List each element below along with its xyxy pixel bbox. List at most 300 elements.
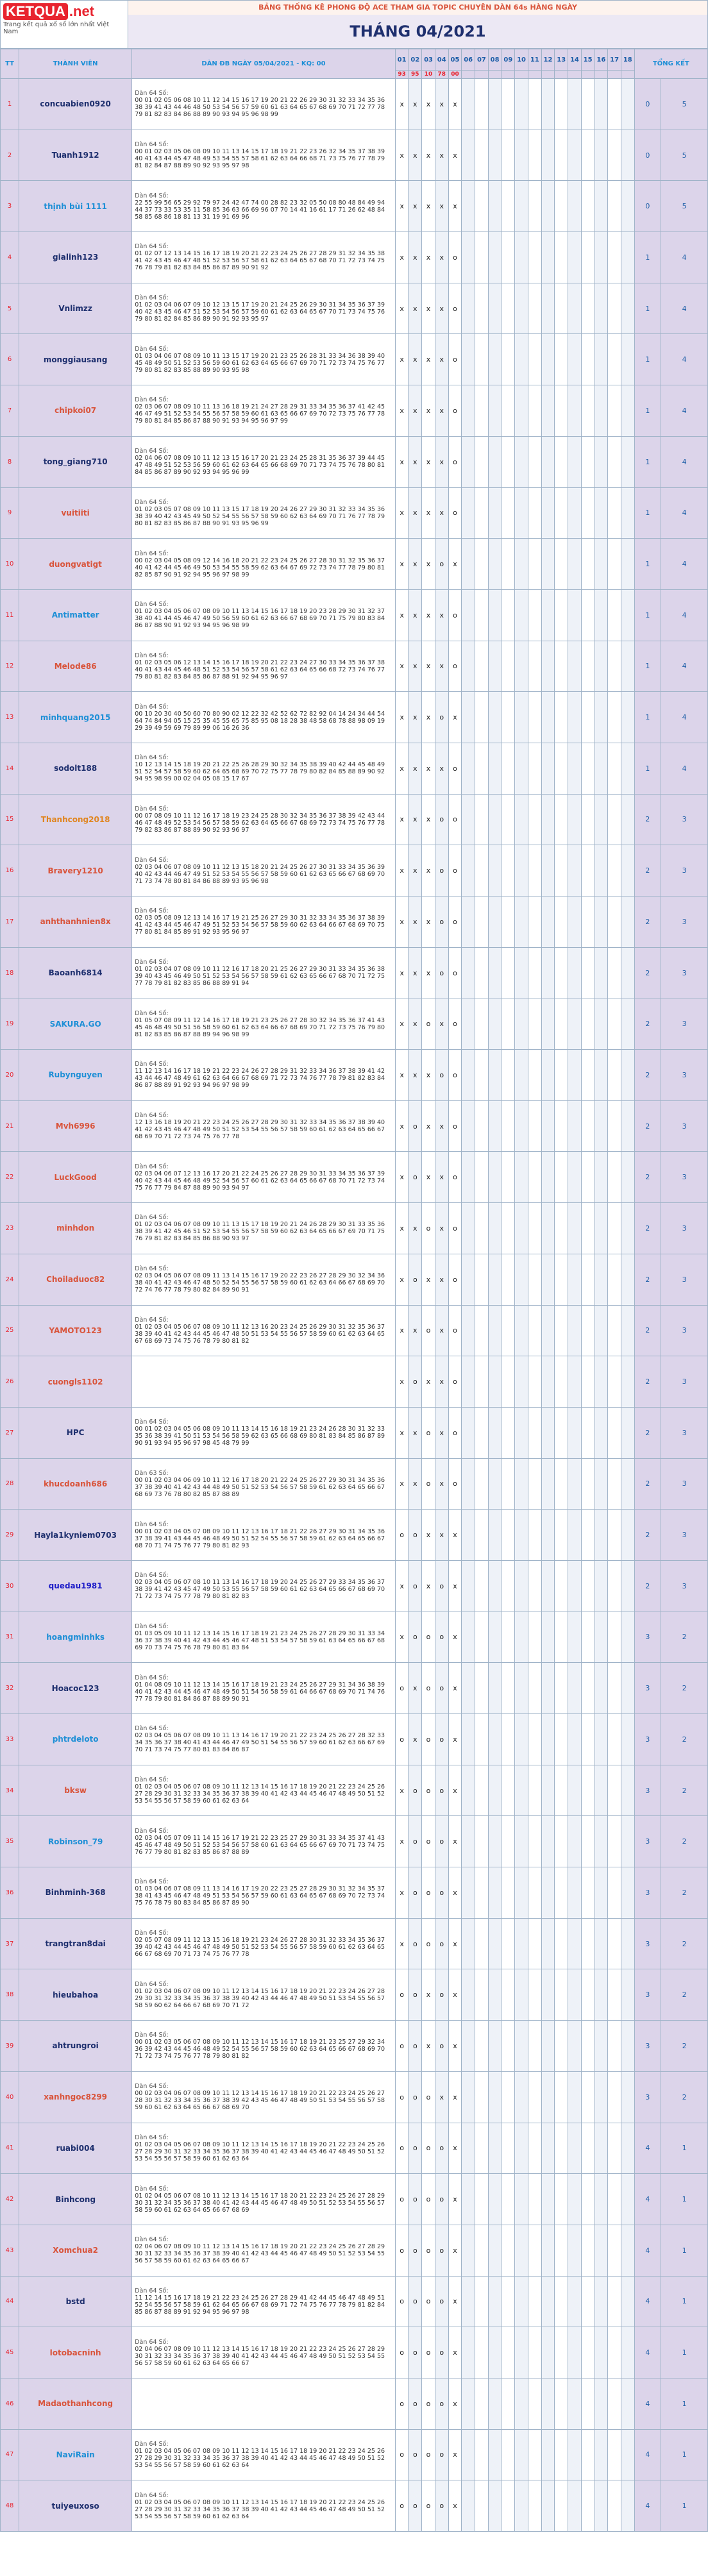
- day-mark: x: [435, 130, 448, 181]
- day-mark: [462, 1714, 475, 1765]
- total-hit: 3: [661, 1050, 708, 1101]
- day-mark: o: [409, 1765, 422, 1816]
- day-mark: [515, 181, 528, 232]
- member-name-link[interactable]: tuiyeuxoso: [19, 2480, 132, 2532]
- member-name-link[interactable]: duongvatigt: [19, 539, 132, 590]
- day-mark: [501, 947, 515, 998]
- day-mark: [475, 385, 489, 437]
- day-mark: [594, 1969, 608, 2021]
- col-day: 08: [488, 49, 501, 71]
- member-name-link[interactable]: hieubahoa: [19, 1969, 132, 2021]
- day-mark: x: [448, 1714, 462, 1765]
- day-mark: x: [395, 743, 409, 794]
- prediction-cell: [132, 2123, 396, 2174]
- day-mark: o: [448, 947, 462, 998]
- day-mark: [568, 1305, 582, 1356]
- member-name-link[interactable]: Melode86: [19, 641, 132, 692]
- day-mark: [528, 1510, 541, 1561]
- total-hit: 1: [661, 2429, 708, 2480]
- day-mark: [475, 2378, 489, 2429]
- day-mark: [568, 641, 582, 692]
- member-name-link[interactable]: HPC: [19, 1407, 132, 1458]
- day-mark: [528, 1612, 541, 1663]
- member-name-link[interactable]: ahtrungroi: [19, 2021, 132, 2072]
- day-mark: [581, 947, 594, 998]
- day-mark: [528, 845, 541, 897]
- day-mark: [608, 589, 621, 641]
- member-name-link[interactable]: hoangminhks: [19, 1612, 132, 1663]
- member-name-link[interactable]: bstd: [19, 2276, 132, 2327]
- day-mark: [488, 1816, 501, 1867]
- member-name-link[interactable]: YAMOTO123: [19, 1305, 132, 1356]
- day-mark: [568, 2276, 582, 2327]
- day-mark: [515, 1407, 528, 1458]
- prediction-label: Dàn 64 Số:: [135, 652, 169, 659]
- day-mark: [581, 334, 594, 385]
- day-mark: [475, 641, 489, 692]
- day-mark: [568, 2429, 582, 2480]
- day-mark: o: [409, 2276, 422, 2327]
- member-name-link[interactable]: Antimatter: [19, 589, 132, 641]
- prediction-cell: [132, 1765, 396, 1816]
- header-row: [1, 49, 708, 71]
- day-mark: o: [409, 2378, 422, 2429]
- day-mark: [515, 385, 528, 437]
- day-mark: x: [435, 2071, 448, 2123]
- day-mark: [488, 692, 501, 743]
- day-mark: o: [435, 947, 448, 998]
- day-mark: [541, 436, 555, 487]
- total-hit: 4: [661, 436, 708, 487]
- member-name-link[interactable]: Vnlimzz: [19, 283, 132, 334]
- prediction-numbers: 00 01 02 03 04 06 09 10 11 12 16 17 18 20 21 22 24 25 26 27 29 30 31 34 35 36 37 38 39 40 41 42 43 44 48 49 50 51 52 53 54 56 57 58 59 61 62 63 64 65 66 67 68 69 73 76 78 80 82 85 87 88 89: [135, 1476, 385, 1498]
- day-mark: [528, 385, 541, 437]
- day-mark: o: [448, 1254, 462, 1305]
- prediction-label: Dàn 64 Số:: [135, 294, 169, 302]
- day-mark: [488, 283, 501, 334]
- member-name-link[interactable]: gialinh123: [19, 232, 132, 283]
- day-mark: [475, 436, 489, 487]
- day-mark: [594, 589, 608, 641]
- prediction-cell: [132, 897, 396, 948]
- member-name-link[interactable]: Hayla1kyniem0703: [19, 1510, 132, 1561]
- day-mark: [501, 2174, 515, 2225]
- member-name-link[interactable]: Rubynguyen: [19, 1050, 132, 1101]
- prediction-numbers: 00 01 02 03 05 06 07 08 09 10 11 12 13 14 15 16 17 18 19 21 23 25 27 29 32 34 36 39 42 43 44 45 46 48 49 52 54 55 56 57 58 59 60 62 63 64 65 66 67 68 69 70 71 72 73 74 75 76 77 78 79 80 81 82: [135, 2039, 385, 2060]
- day-mark: x: [395, 232, 409, 283]
- member-name-link[interactable]: monggiausang: [19, 334, 132, 385]
- prediction-cell: [132, 845, 396, 897]
- prediction-numbers: 01 02 03 04 05 06 07 08 09 10 11 12 13 14 15 16 17 18 19 20 21 22 23 24 25 26 27 28 29 30 31 32 33 34 35 36 37 38 39 40 41 42 43 44 45 46 47 48 49 50 51 52 53 54 55 56 57 58 59 60 61 62 63 64: [135, 1783, 385, 1805]
- prediction-label: Dàn 64 Số:: [135, 448, 169, 455]
- day-mark: x: [422, 1050, 435, 1101]
- day-mark: [621, 1458, 634, 1510]
- day-mark: [621, 2276, 634, 2327]
- total-hit: 3: [661, 1510, 708, 1561]
- day-mark: o: [409, 2225, 422, 2276]
- day-mark: o: [422, 2429, 435, 2480]
- day-mark: o: [395, 2123, 409, 2174]
- prediction-label: Dàn 64 Số:: [135, 1061, 169, 1068]
- prediction-numbers: 01 02 03 04 06 07 09 10 12 13 15 17 19 20 21 24 25 26 29 30 31 34 35 36 37 39 40 42 43 45 46 47 51 52 53 54 56 57 59 60 61 62 63 64 65 67 70 71 73 74 75 76 79 80 81 82 84 85 86 89 90 91 92 93 95 97: [135, 301, 385, 323]
- member-name-link[interactable]: phtrdeloto: [19, 1714, 132, 1765]
- day-mark: [528, 2021, 541, 2072]
- prediction-cell: [132, 1254, 396, 1305]
- day-mark: [594, 1765, 608, 1816]
- member-name-link[interactable]: cuongls1102: [19, 1356, 132, 1408]
- day-mark: [581, 743, 594, 794]
- day-mark: [501, 1100, 515, 1152]
- day-mark: [608, 1867, 621, 1919]
- day-mark: [594, 1305, 608, 1356]
- day-mark: [462, 232, 475, 283]
- member-name-link[interactable]: khucdoanh686: [19, 1458, 132, 1510]
- day-mark: [475, 1663, 489, 1714]
- day-mark: [608, 487, 621, 539]
- day-mark: [608, 436, 621, 487]
- total-miss: 1: [634, 692, 661, 743]
- day-mark: x: [422, 794, 435, 845]
- member-name-link[interactable]: Choiladuoc82: [19, 1254, 132, 1305]
- day-mark: [581, 539, 594, 590]
- prediction-numbers: 11 12 14 15 16 17 18 19 21 22 23 24 25 26 27 28 29 41 42 44 45 46 47 48 49 51 52 54 55 56 57 58 59 61 62 64 65 66 67 68 69 71 72 74 75 76 77 78 79 81 82 84 85 86 87 88 89 91 92 94 95 96 97 98: [135, 2294, 385, 2316]
- site-logo[interactable]: [3, 3, 125, 42]
- day-mark: [488, 1458, 501, 1510]
- day-mark: x: [409, 692, 422, 743]
- day-mark: [568, 1458, 582, 1510]
- day-mark: o: [435, 897, 448, 948]
- day-mark: [515, 2327, 528, 2378]
- total-miss: 1: [634, 641, 661, 692]
- day-mark: [528, 2327, 541, 2378]
- table-row: [1, 743, 708, 794]
- day-mark: o: [435, 2174, 448, 2225]
- prediction-numbers: 00 01 02 05 06 08 10 11 12 14 15 16 17 19 20 21 22 26 29 30 31 32 33 34 35 36 38 39 41 43 44 46 48 50 53 54 56 57 59 60 61 63 64 65 67 68 69 70 71 72 77 78 79 81 82 83 84 86 88 89 90 93 94 95 96 98 99: [135, 97, 385, 119]
- day-mark: [594, 1152, 608, 1203]
- day-mark: [568, 334, 582, 385]
- day-mark: o: [409, 2071, 422, 2123]
- member-name-link[interactable]: minhquang2015: [19, 692, 132, 743]
- day-mark: [462, 2225, 475, 2276]
- prediction-numbers: 01 02 03 05 06 12 13 14 15 16 17 18 19 20 21 22 23 24 27 30 33 34 35 36 37 38 40 41 43 44 45 46 48 51 52 53 54 56 57 58 61 62 63 64 65 66 68 72 73 74 76 77 79 80 81 82 83 84 85 86 87 88 91 92 94 95 96 97: [135, 659, 385, 680]
- day-mark: [528, 1407, 541, 1458]
- day-mark: [515, 2174, 528, 2225]
- logo-brand: [3, 3, 125, 20]
- total-miss: 2: [634, 1510, 661, 1561]
- prediction-cell: [132, 1714, 396, 1765]
- prediction-numbers: 02 03 04 05 06 07 08 09 10 11 13 14 16 17 19 20 21 22 23 24 25 26 27 28 32 33 34 35 36 37 38 40 41 43 44 46 47 49 50 51 54 55 56 57 59 60 61 62 63 66 67 69 70 71 73 74 75 77 80 81 83 84 86 87: [135, 1732, 385, 1754]
- total-miss: 2: [634, 998, 661, 1050]
- day-mark: [528, 130, 541, 181]
- day-mark: x: [409, 641, 422, 692]
- day-mark: [541, 130, 555, 181]
- member-name-link[interactable]: tong_giang710: [19, 436, 132, 487]
- day-mark: [501, 436, 515, 487]
- day-mark: [568, 998, 582, 1050]
- member-name-link[interactable]: Bravery1210: [19, 845, 132, 897]
- day-mark: [541, 2071, 555, 2123]
- day-mark: x: [409, 1458, 422, 1510]
- day-mark: [621, 539, 634, 590]
- day-mark: [621, 2071, 634, 2123]
- day-mark: [462, 1050, 475, 1101]
- day-mark: [555, 1356, 568, 1408]
- row-index: 22: [1, 1152, 19, 1203]
- day-mark: x: [395, 1867, 409, 1919]
- day-mark: [594, 79, 608, 130]
- day-mark: [594, 1510, 608, 1561]
- day-mark: [515, 845, 528, 897]
- day-mark: [528, 998, 541, 1050]
- prediction-label: Dàn 64 Số:: [135, 1827, 169, 1835]
- day-mark: [528, 2378, 541, 2429]
- day-mark: [475, 334, 489, 385]
- member-name-link[interactable]: bksw: [19, 1765, 132, 1816]
- day-mark: [488, 2378, 501, 2429]
- col-day: 04: [435, 49, 448, 71]
- day-mark: [462, 1663, 475, 1714]
- member-name-link[interactable]: ruabi004: [19, 2123, 132, 2174]
- member-name-link[interactable]: Madaothanhcong: [19, 2378, 132, 2429]
- day-mark: [528, 1305, 541, 1356]
- day-mark: [462, 181, 475, 232]
- member-name-link[interactable]: thịnh bùi 1111: [19, 181, 132, 232]
- member-name-link[interactable]: trangtran8dai: [19, 1918, 132, 1969]
- day-mark: [515, 2378, 528, 2429]
- logo-net: .net: [69, 3, 95, 19]
- member-name-link[interactable]: lotobacninh: [19, 2327, 132, 2378]
- day-mark: [594, 1714, 608, 1765]
- day-mark: x: [395, 1407, 409, 1458]
- day-mark: [501, 2429, 515, 2480]
- day-mark: [581, 1663, 594, 1714]
- prediction-label: Dàn 64 Số:: [135, 805, 169, 812]
- day-mark: x: [422, 589, 435, 641]
- total-miss: 1: [634, 589, 661, 641]
- total-hit: 3: [661, 947, 708, 998]
- member-name-link[interactable]: chipkoi07: [19, 385, 132, 437]
- member-name-link[interactable]: Baoanh6814: [19, 947, 132, 998]
- prediction-label: Dàn 64 Số:: [135, 1725, 169, 1733]
- day-mark: o: [395, 1510, 409, 1561]
- member-name-link[interactable]: NaviRain: [19, 2429, 132, 2480]
- day-result: 10: [422, 71, 435, 79]
- prediction-numbers: 01 03 05 09 10 11 12 13 14 15 16 17 18 19 21 23 24 25 26 27 28 29 30 31 33 34 36 37 38 39 40 41 42 43 44 45 46 47 48 51 53 54 57 58 59 61 63 64 65 66 67 68 69 70 73 74 75 76 78 79 80 81 83 84: [135, 1629, 385, 1651]
- day-mark: [568, 1510, 582, 1561]
- day-mark: [581, 181, 594, 232]
- day-mark: [568, 436, 582, 487]
- member-name-link[interactable]: quedau1981: [19, 1560, 132, 1612]
- day-mark: [555, 2071, 568, 2123]
- table-row: [1, 2276, 708, 2327]
- day-mark: [621, 2123, 634, 2174]
- day-mark: [501, 385, 515, 437]
- day-mark: [581, 2480, 594, 2532]
- total-hit: 4: [661, 232, 708, 283]
- day-mark: [608, 897, 621, 948]
- day-mark: [488, 487, 501, 539]
- day-mark: [594, 385, 608, 437]
- day-result: [488, 71, 501, 79]
- prediction-label: Dàn 63 Số:: [135, 1469, 169, 1477]
- day-mark: x: [435, 743, 448, 794]
- member-name-link[interactable]: LuckGood: [19, 1152, 132, 1203]
- table-row: [1, 1050, 708, 1101]
- day-mark: [608, 1458, 621, 1510]
- col-day: 11: [528, 49, 541, 71]
- day-mark: [581, 2327, 594, 2378]
- prediction-cell: [132, 1050, 396, 1101]
- member-name-link[interactable]: Robinson_79: [19, 1816, 132, 1867]
- day-mark: x: [448, 2378, 462, 2429]
- day-mark: x: [395, 79, 409, 130]
- member-name-link[interactable]: concuabien0920: [19, 79, 132, 130]
- prediction-label: Dàn 64 Số:: [135, 1009, 169, 1017]
- col-day: 16: [594, 49, 608, 71]
- prediction-numbers: 01 03 04 06 07 08 09 11 13 14 16 17 19 20 22 23 25 27 28 29 30 31 32 34 35 37 38 41 43 45 46 47 48 49 51 53 54 56 57 59 60 61 63 64 65 67 68 69 70 72 73 74 75 76 78 79 80 83 84 85 86 87 89 90: [135, 1885, 385, 1907]
- member-name-link[interactable]: Mvh6996: [19, 1100, 132, 1152]
- member-name-link[interactable]: Thanhcong2018: [19, 794, 132, 845]
- member-name-link[interactable]: anhthanhnien8x: [19, 897, 132, 948]
- day-result: [581, 71, 594, 79]
- member-name-link[interactable]: SAKURA.GO: [19, 998, 132, 1050]
- day-mark: [528, 743, 541, 794]
- day-mark: [555, 641, 568, 692]
- day-mark: [528, 2123, 541, 2174]
- table-row: [1, 283, 708, 334]
- total-hit: 5: [661, 181, 708, 232]
- day-mark: [594, 1100, 608, 1152]
- day-mark: x: [448, 539, 462, 590]
- day-mark: [501, 334, 515, 385]
- day-mark: [475, 1969, 489, 2021]
- prediction-cell: [132, 334, 396, 385]
- table-row: [1, 1305, 708, 1356]
- day-mark: [528, 1152, 541, 1203]
- day-mark: [621, 385, 634, 437]
- day-mark: [528, 1050, 541, 1101]
- total-hit: 5: [661, 79, 708, 130]
- day-mark: [555, 385, 568, 437]
- day-mark: [488, 1203, 501, 1254]
- total-miss: 4: [634, 2378, 661, 2429]
- day-mark: [608, 1663, 621, 1714]
- day-mark: [568, 1407, 582, 1458]
- day-mark: o: [435, 794, 448, 845]
- prediction-numbers: 02 03 05 08 09 12 13 14 16 17 19 21 25 26 27 29 30 31 32 33 34 35 36 37 38 39 41 42 43 44 45 46 47 49 51 52 53 54 56 57 58 59 60 62 63 64 66 67 68 69 70 75 77 80 81 84 85 89 91 92 93 95 96 97: [135, 914, 385, 936]
- day-mark: [581, 79, 594, 130]
- day-mark: o: [395, 2378, 409, 2429]
- total-hit: 2: [661, 1969, 708, 2021]
- day-mark: [621, 1254, 634, 1305]
- day-mark: [555, 130, 568, 181]
- prediction-cell: [132, 743, 396, 794]
- day-mark: [581, 1254, 594, 1305]
- day-mark: [621, 1969, 634, 2021]
- day-mark: [568, 1714, 582, 1765]
- row-index: 30: [1, 1560, 19, 1612]
- day-mark: x: [435, 589, 448, 641]
- day-mark: [488, 385, 501, 437]
- row-index: 2: [1, 130, 19, 181]
- day-mark: o: [448, 1203, 462, 1254]
- member-name-link[interactable]: xanhngoc8299: [19, 2071, 132, 2123]
- day-mark: o: [435, 2480, 448, 2532]
- day-mark: x: [422, 1152, 435, 1203]
- prediction-numbers: 02 05 07 08 09 11 12 13 15 16 18 19 21 23 24 26 27 28 30 31 32 33 34 35 36 37 39 40 42 43 44 45 46 47 48 49 50 51 52 53 54 55 56 57 58 59 60 61 62 63 64 65 66 67 68 69 70 71 73 74 75 76 77 78: [135, 1937, 385, 1958]
- prediction-label: Dàn 64 Số:: [135, 1163, 169, 1170]
- prediction-label: Dàn 64 Số:: [135, 2491, 169, 2499]
- prediction-numbers: 02 03 04 05 06 07 08 09 11 13 14 15 16 17 19 20 22 23 26 27 28 29 30 32 34 36 38 40 41 42 43 46 47 48 50 52 54 55 56 57 58 59 60 61 62 63 64 66 67 68 69 70 72 74 76 77 78 79 80 82 84 89 90 91: [135, 1272, 385, 1294]
- total-miss: 0: [634, 181, 661, 232]
- day-mark: [608, 1714, 621, 1765]
- day-mark: [541, 1663, 555, 1714]
- day-mark: x: [435, 1152, 448, 1203]
- prediction-label: Dàn 64 Số:: [135, 1930, 169, 1937]
- day-mark: [581, 1714, 594, 1765]
- member-name-link[interactable]: Xomchua2: [19, 2225, 132, 2276]
- day-mark: [594, 794, 608, 845]
- day-mark: [515, 79, 528, 130]
- day-mark: [501, 1816, 515, 1867]
- total-miss: 4: [634, 2174, 661, 2225]
- total-miss: 4: [634, 2327, 661, 2378]
- total-hit: 4: [661, 283, 708, 334]
- day-mark: [568, 1816, 582, 1867]
- total-miss: 4: [634, 2429, 661, 2480]
- day-mark: [528, 1458, 541, 1510]
- day-mark: [515, 2225, 528, 2276]
- member-name-link[interactable]: Binhcong: [19, 2174, 132, 2225]
- prediction-label: Dàn 64 Số:: [135, 2134, 169, 2141]
- day-mark: [501, 2480, 515, 2532]
- total-hit: 4: [661, 743, 708, 794]
- day-mark: x: [448, 2071, 462, 2123]
- day-mark: [488, 947, 501, 998]
- day-mark: [608, 1100, 621, 1152]
- day-mark: [488, 1407, 501, 1458]
- prediction-numbers: 01 02 03 04 05 06 07 08 09 10 11 12 13 14 15 16 17 18 19 20 21 22 23 24 25 26 27 28 29 30 31 32 33 34 35 36 37 38 39 40 41 42 43 44 45 46 47 48 49 50 51 52 53 54 55 56 57 58 59 60 61 62 63 64: [135, 2447, 385, 2469]
- day-mark: x: [409, 283, 422, 334]
- day-mark: x: [395, 487, 409, 539]
- table-row: [1, 1663, 708, 1714]
- day-mark: [541, 79, 555, 130]
- day-mark: [621, 2225, 634, 2276]
- member-name-link[interactable]: sodolt188: [19, 743, 132, 794]
- day-mark: x: [448, 1560, 462, 1612]
- day-mark: o: [395, 2327, 409, 2378]
- member-name-link[interactable]: minhdon: [19, 1203, 132, 1254]
- day-mark: [528, 2071, 541, 2123]
- day-mark: o: [435, 1663, 448, 1714]
- day-mark: [541, 1356, 555, 1408]
- member-name-link[interactable]: Hoacoc123: [19, 1663, 132, 1714]
- member-name-link[interactable]: Binhminh-368: [19, 1867, 132, 1919]
- day-mark: o: [448, 487, 462, 539]
- day-mark: [594, 2174, 608, 2225]
- day-mark: [462, 2276, 475, 2327]
- col-day: 06: [462, 49, 475, 71]
- day-mark: [608, 692, 621, 743]
- day-mark: [568, 2327, 582, 2378]
- day-mark: x: [448, 2429, 462, 2480]
- table-row: [1, 436, 708, 487]
- member-name-link[interactable]: Tuanh1912: [19, 130, 132, 181]
- day-mark: [475, 1765, 489, 1816]
- day-mark: [541, 2225, 555, 2276]
- day-mark: [488, 2123, 501, 2174]
- member-name-link[interactable]: vuitiiti: [19, 487, 132, 539]
